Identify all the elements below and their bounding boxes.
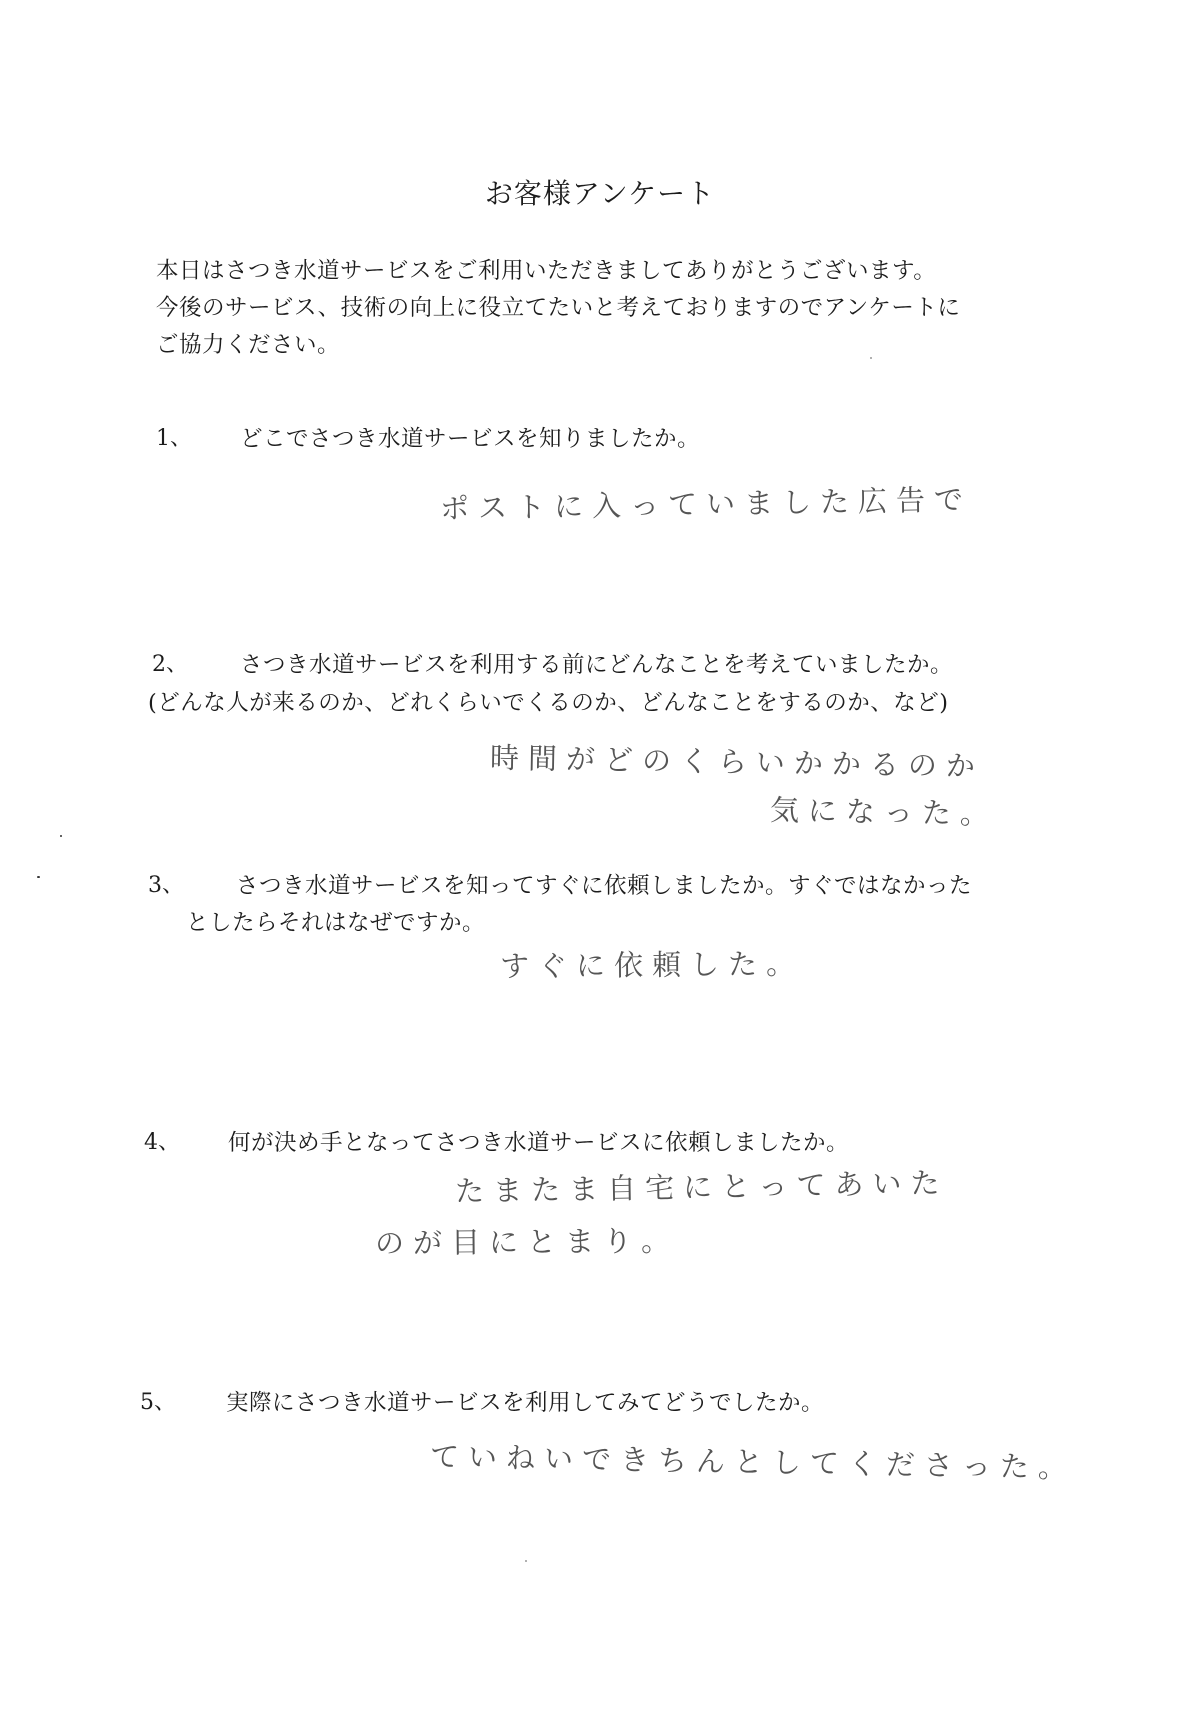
question-4-text: 何が決め手となってさつき水道サービスに依頼しましたか。 (228, 1130, 850, 1156)
question-1-text: どこでさつき水道サービスを知りましたか。 (240, 426, 701, 452)
scan-speck (60, 835, 62, 837)
answer-2-handwriting-2: 気になった。 (769, 793, 999, 831)
answer-4-handwriting-1: たまたま自宅にとってあいた (454, 1165, 949, 1209)
question-3-number: 3、 (148, 873, 184, 898)
question-2-number: 2、 (152, 652, 188, 677)
question-5-text: 実際にさつき水道サービスを利用してみてどうでしたか。 (226, 1390, 825, 1416)
scan-speck (870, 357, 872, 359)
scan-speck (525, 1560, 527, 1562)
scan-speck (37, 876, 40, 878)
page-title: お客様アンケート (484, 177, 716, 210)
question-2-text-1: さつき水道サービスを利用する前にどんなことを考えていましたか。 (240, 652, 954, 678)
question-3-text-1: さつき水道サービスを知ってすぐに依頼しましたか。すぐではなかった (236, 873, 973, 899)
question-3-text-2: としたらそれはなぜですか。 (186, 910, 486, 936)
answer-1-handwriting: ポストに入っていました広告で (439, 482, 973, 526)
answer-4-handwriting-2: のが目にとまり。 (374, 1223, 680, 1261)
question-1-number: 1、 (156, 426, 192, 451)
answer-5-handwriting: ていねいできちんとしてくださった。 (429, 1439, 1077, 1485)
answer-2-handwriting-1: 時間がどのくらいかかるのか (489, 740, 985, 784)
answer-3-handwriting: すぐに依頼した。 (499, 946, 805, 984)
intro-line-3: ご協力ください。 (156, 332, 341, 358)
question-5-number: 5、 (140, 1390, 176, 1415)
intro-line-2: 今後のサービス、技術の向上に役立てたいと考えておりますのでアンケートに (156, 295, 961, 321)
intro-line-1: 本日はさつき水道サービスをご利用いただきましてありがとうございます。 (156, 258, 937, 284)
question-4-number: 4、 (144, 1130, 180, 1155)
question-2-text-2: (どんな人が来るのか、どれくらいでくるのか、どんなことをするのか、など) (148, 690, 949, 716)
